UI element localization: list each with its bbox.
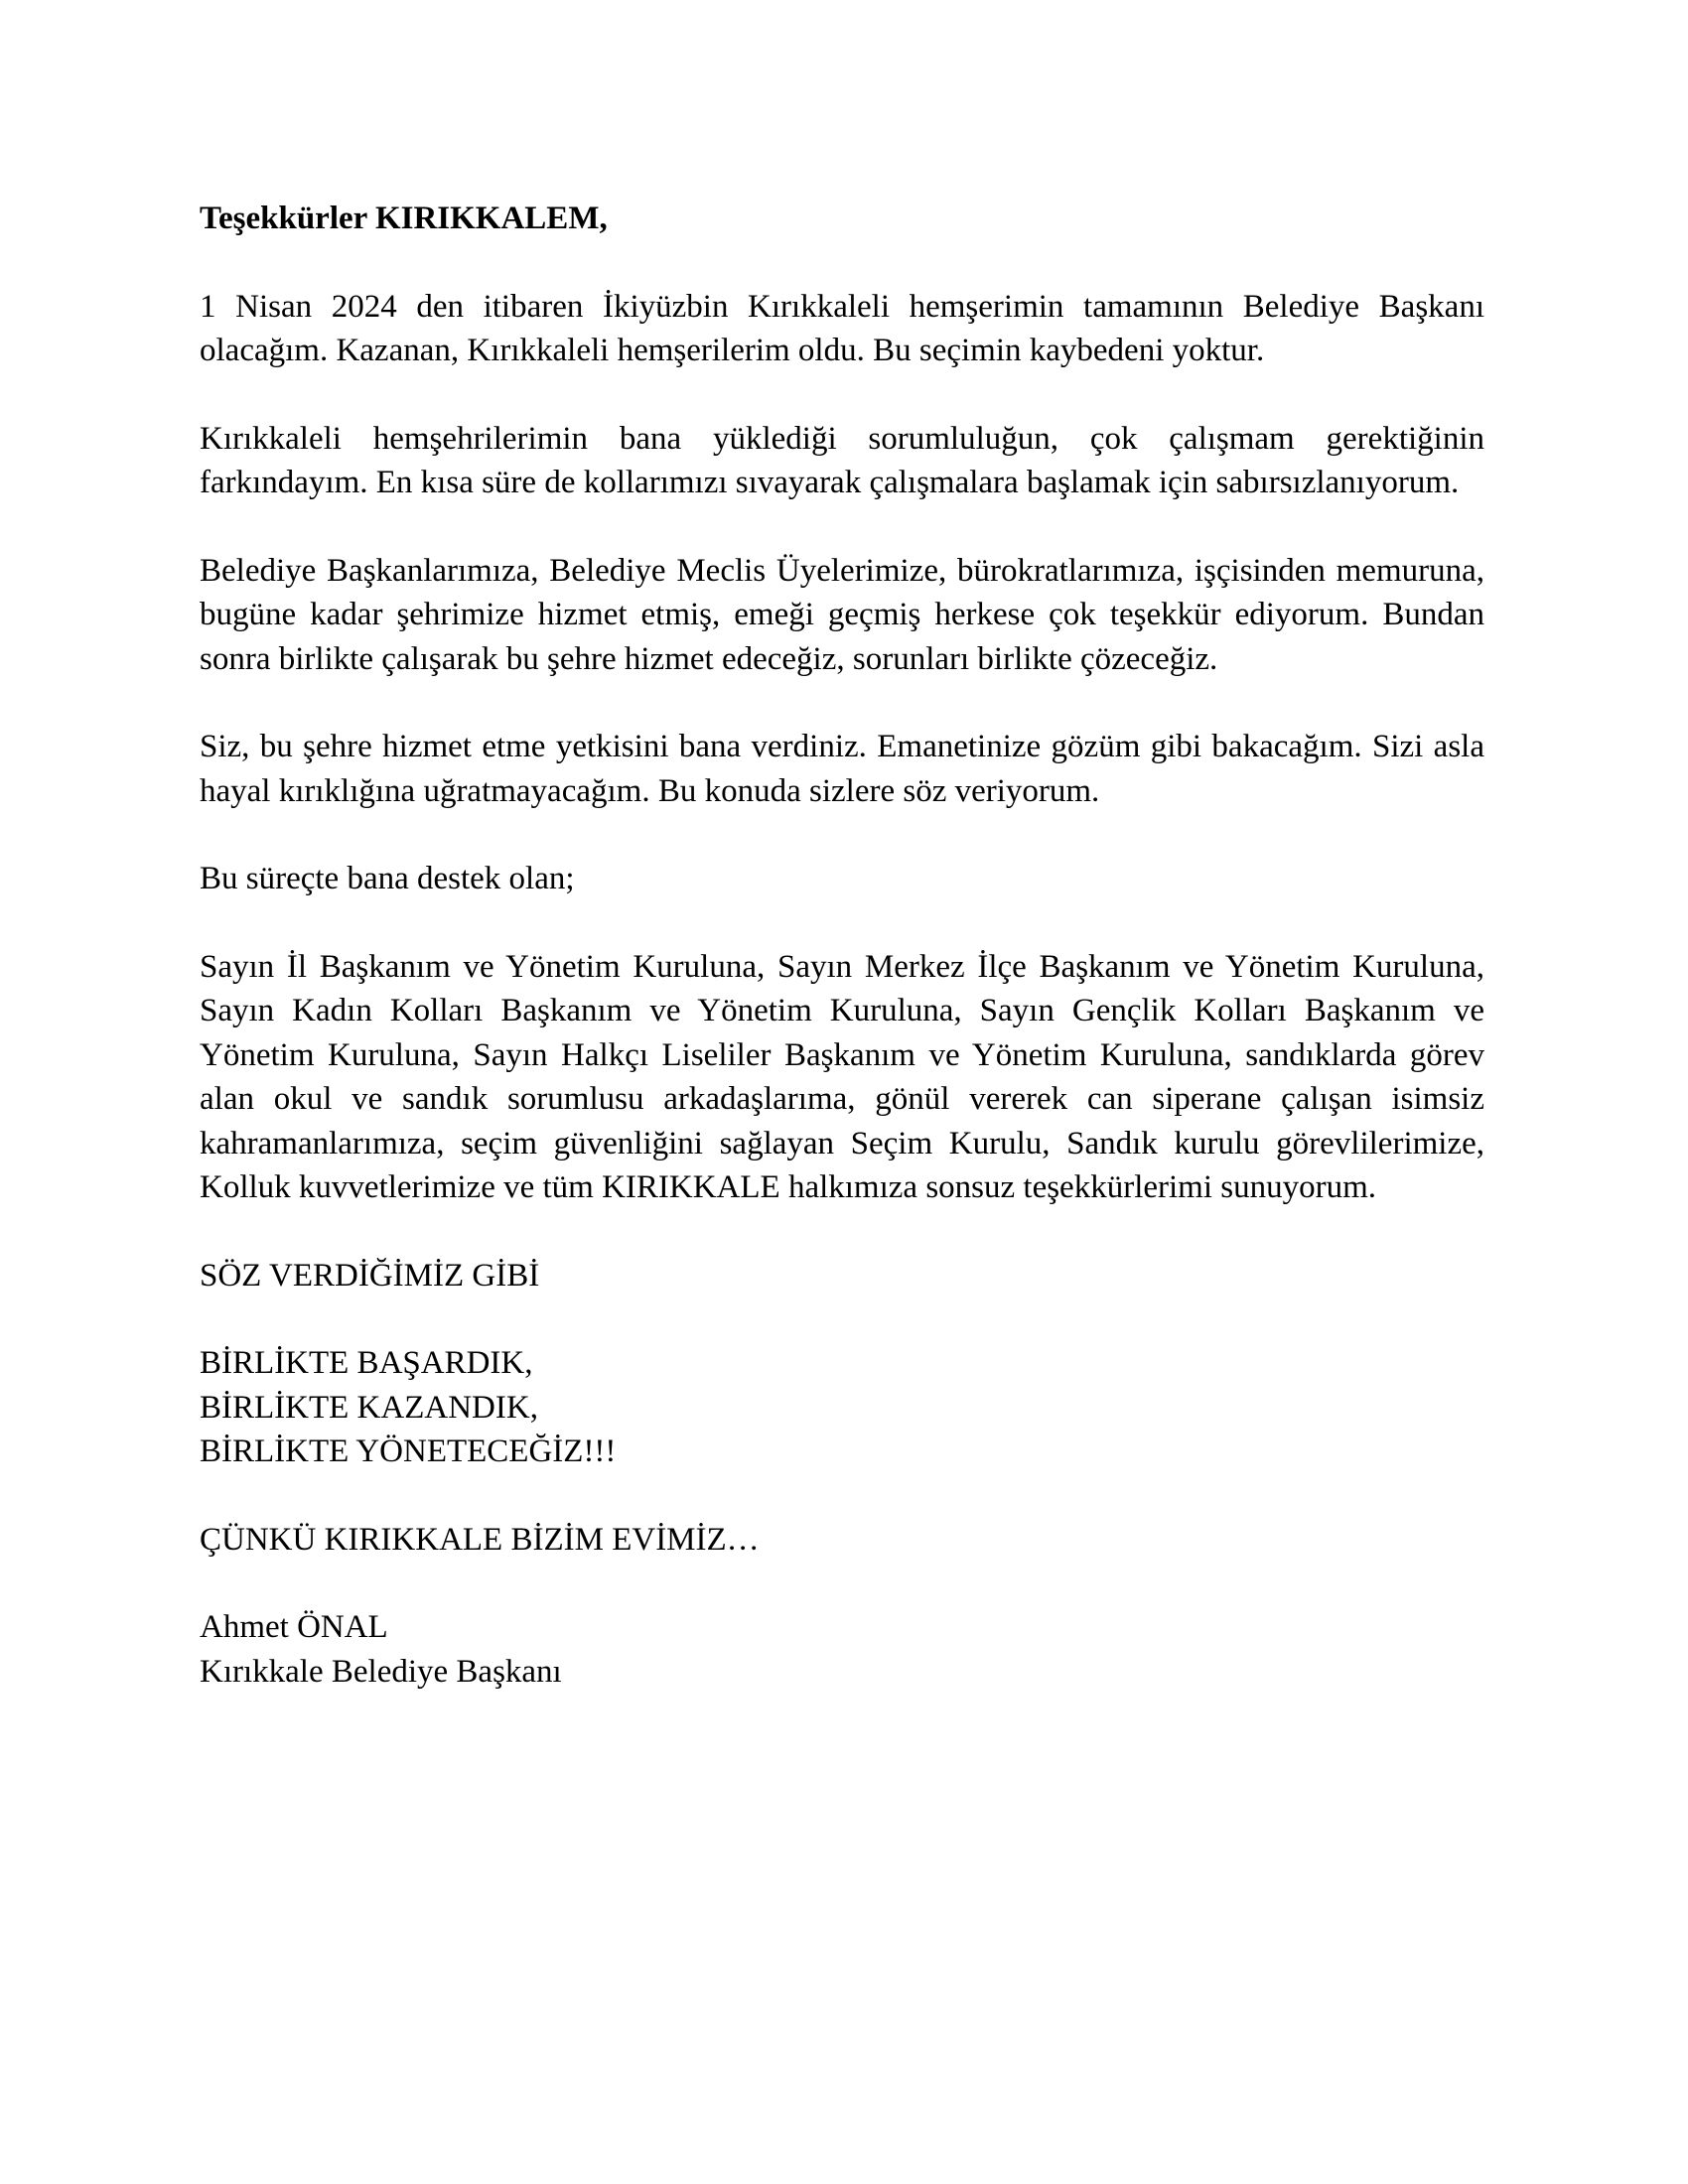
signature-name: Ahmet ÖNAL (200, 1609, 388, 1645)
slogan-line: BİRLİKTE BAŞARDIK, (200, 1345, 533, 1381)
closing-line: ÇÜNKÜ KIRIKKALE BİZİM EVİMİZ… (200, 1521, 760, 1558)
paragraph-thanks-supporters: Sayın İl Başkanım ve Yönetim Kuruluna, Sayın Merkez İlçe Başkanım ve Yönetim Kuruluna, Sayın Kadın Kolları Başkanım ve Yönetim Kuruluna, Sayın Gençlik Kolları Başkanım ve Yönetim Kuruluna, Sayın Halkçı Liseliler Başkanım ve Yönetim Kuruluna, sandıklarda görev alan okul ve sandık sorumlusu arkadaşlarıma, gönül vererek can siperane çalışan isimsiz kahramanlarımıza, seçim güvenliğini sağlayan Seçim Kurulu, Sandık kurulu görevlilerimize, Kolluk kuvvetlerimize ve tüm KIRIKKALE halkımıza sonsuz teşekkürlerimi sunuyorum. (200, 948, 1484, 1205)
slogan-line: BİRLİKTE YÖNETECEĞİZ!!! (200, 1433, 617, 1469)
slogan-intro: SÖZ VERDİĞİMİZ GİBİ (200, 1257, 540, 1294)
paragraph-support-intro: Bu süreçte bana destek olan; (200, 861, 575, 896)
paragraph-mayor-announcement: 1 Nisan 2024 den itibaren İkiyüzbin Kırıkkaleli hemşerimin tamamının Belediye Başkanı olacağım. Kazanan, Kırıkkaleli hemşerilerim oldu. Bu seçimin kaybedeni yoktur. (200, 288, 1484, 368)
signature-position: Kırıkkale Belediye Başkanı (200, 1653, 562, 1690)
letter-page (200, 197, 1484, 1694)
paragraph-responsibility: Kırıkkaleli hemşehrilerimin bana yüklediği sorumluluğun, çok çalışmam gerektiğinin farkındayım. En kısa süre de kollarımızı sıvayarak çalışmalara başlamak için sabırsızlanıyorum. (200, 420, 1484, 500)
slogan-line: BİRLİKTE KAZANDIK, (200, 1389, 538, 1426)
signature-block (200, 1605, 1484, 1694)
letter-title: Teşekkürler KIRIKKALEM, (200, 201, 608, 236)
paragraph-promise: Siz, bu şehre hizmet etme yetkisini bana verdiniz. Emanetinize gözüm gibi bakacağım. Sizi asla hayal kırıklığına uğratmayacağım. Bu konuda sizlere söz veriyorum. (200, 729, 1484, 809)
paragraph-thanks-officials: Belediye Başkanlarımıza, Belediye Meclis Üyelerimize, bürokratlarımıza, işçisinden memuruna, bugüne kadar şehrimize hizmet etmiş, emeği geçmiş herkese çok teşekkür ediyorum. Bundan sonra birlikte çalışarak bu şehre hizmet edeceğiz, sorunları birlikte çözeceğiz. (200, 552, 1484, 677)
slogan-block (200, 1341, 1484, 1474)
